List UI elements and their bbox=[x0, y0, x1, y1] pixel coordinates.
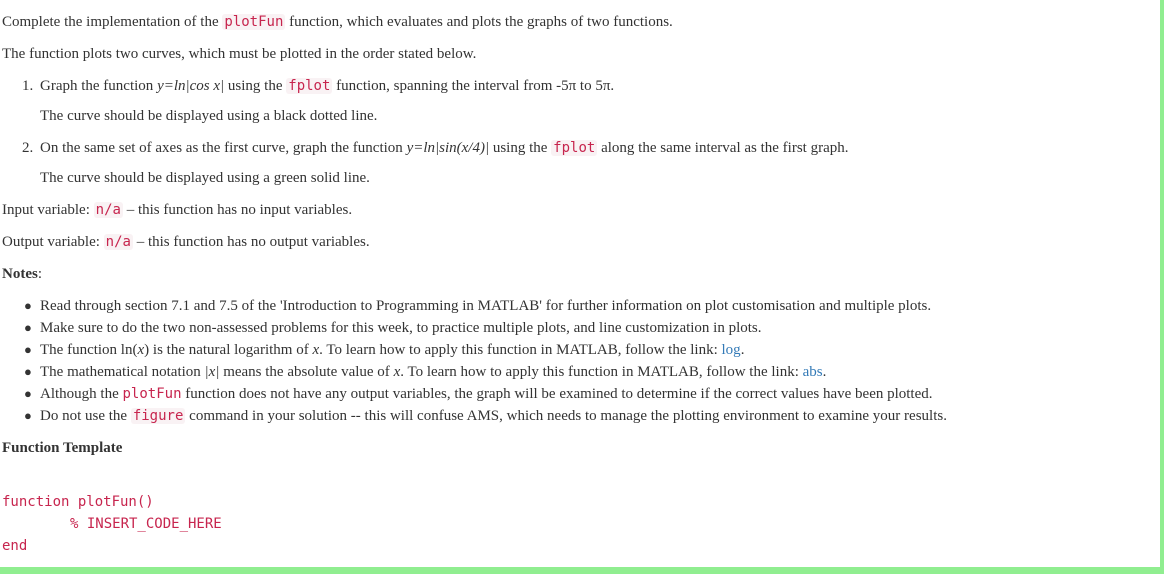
input-variable-line bbox=[2, 200, 352, 220]
template-heading-text: Function Template bbox=[2, 440, 123, 456]
output-text: – this function has no output variables. bbox=[132, 234, 370, 250]
note-3-end: . bbox=[740, 342, 745, 358]
bullet-icon: ● bbox=[24, 342, 32, 357]
notes-colon: : bbox=[37, 266, 42, 282]
note-5-post: function does not have any output variables, the graph will be examined to determine if the correct values have been plotted. bbox=[181, 386, 933, 402]
step-2-style: The curve should be displayed using a green solid line. bbox=[40, 170, 370, 186]
note-4-mid: means the absolute value of bbox=[219, 364, 394, 380]
note-4-math: |x| bbox=[204, 364, 220, 380]
code-line-2: % INSERT_CODE_HERE bbox=[70, 516, 222, 532]
output-variable-line bbox=[2, 232, 370, 252]
bullet-icon: ● bbox=[24, 364, 32, 379]
note-4-text: The mathematical notation bbox=[40, 364, 205, 380]
bullet-icon: ● bbox=[24, 408, 32, 423]
step-1-style: The curve should be displayed using a black dotted line. bbox=[40, 108, 378, 124]
figure-code: figure bbox=[132, 408, 184, 424]
intro-text-end: function, which evaluates and plots the graphs of two functions. bbox=[285, 14, 673, 30]
note-4-end: . bbox=[822, 364, 827, 380]
note-1-text: Read through section 7.1 and 7.5 of the 'Introduction to Programming in MATLAB' for further information on plot customisation and multiple plots. bbox=[40, 298, 932, 314]
note-3-mid: ) is the natural logarithm of bbox=[144, 342, 313, 358]
bullet-icon: ● bbox=[24, 386, 32, 401]
note-3-text: The function ln( bbox=[40, 342, 138, 358]
note-3-var: x bbox=[137, 342, 145, 358]
step-1-end: function, spanning the interval from -5π to 5π. bbox=[332, 78, 615, 94]
step-2-math: y=ln|sin(x/4)| bbox=[406, 140, 490, 156]
step-2-end: along the same interval as the first graph. bbox=[597, 140, 849, 156]
note-3-var2: x bbox=[312, 342, 320, 358]
notes-heading-text: Notes bbox=[2, 266, 38, 282]
step-1-mid: using the bbox=[224, 78, 287, 94]
intro-paragraph bbox=[2, 12, 673, 32]
step-1-text: Graph the function bbox=[40, 78, 158, 94]
step-1-math: y=ln|cos x| bbox=[157, 78, 225, 94]
note-5-text: Although the bbox=[40, 386, 123, 402]
note-3-post: . To learn how to apply this function in MATLAB, follow the link: bbox=[319, 342, 722, 358]
abs-link[interactable]: abs bbox=[802, 364, 823, 380]
bullet-icon: ● bbox=[24, 298, 32, 313]
template-heading bbox=[2, 438, 122, 458]
output-label: Output variable: bbox=[2, 234, 104, 250]
bullet-icon: ● bbox=[24, 320, 32, 335]
code-line-1: function plotFun() bbox=[2, 494, 154, 510]
step-2-mid: using the bbox=[489, 140, 552, 156]
output-code: n/a bbox=[105, 234, 131, 250]
note-2-text: Make sure to do the two non-assessed problems for this week, to practice multiple plots, and line customization in plots. bbox=[40, 320, 762, 336]
note-6-text: Do not use the bbox=[40, 408, 131, 424]
plotfun-code: plotFun bbox=[122, 386, 182, 402]
intro-text: Complete the implementation of the bbox=[2, 14, 223, 30]
function-name-code: plotFun bbox=[224, 14, 284, 30]
log-link[interactable]: log bbox=[721, 342, 741, 358]
fplot-code: fplot bbox=[288, 78, 331, 94]
curves-paragraph: The function plots two curves, which must be plotted in the order stated below. bbox=[2, 46, 477, 62]
code-line-3: end bbox=[2, 538, 28, 554]
note-6-post: command in your solution -- this will confuse AMS, which needs to manage the plotting environment to examine your results. bbox=[185, 408, 947, 424]
notes-heading bbox=[2, 264, 42, 284]
input-text: – this function has no input variables. bbox=[122, 202, 353, 218]
note-4-var: x bbox=[393, 364, 401, 380]
input-label: Input variable: bbox=[2, 202, 94, 218]
step-2-text: On the same set of axes as the first curve, graph the function bbox=[40, 140, 407, 156]
step-1-number: 1. bbox=[22, 78, 34, 94]
input-code: n/a bbox=[95, 202, 121, 218]
fplot-code: fplot bbox=[553, 140, 596, 156]
note-4-post: . To learn how to apply this function in MATLAB, follow the link: bbox=[400, 364, 803, 380]
step-2-number: 2. bbox=[22, 140, 34, 156]
